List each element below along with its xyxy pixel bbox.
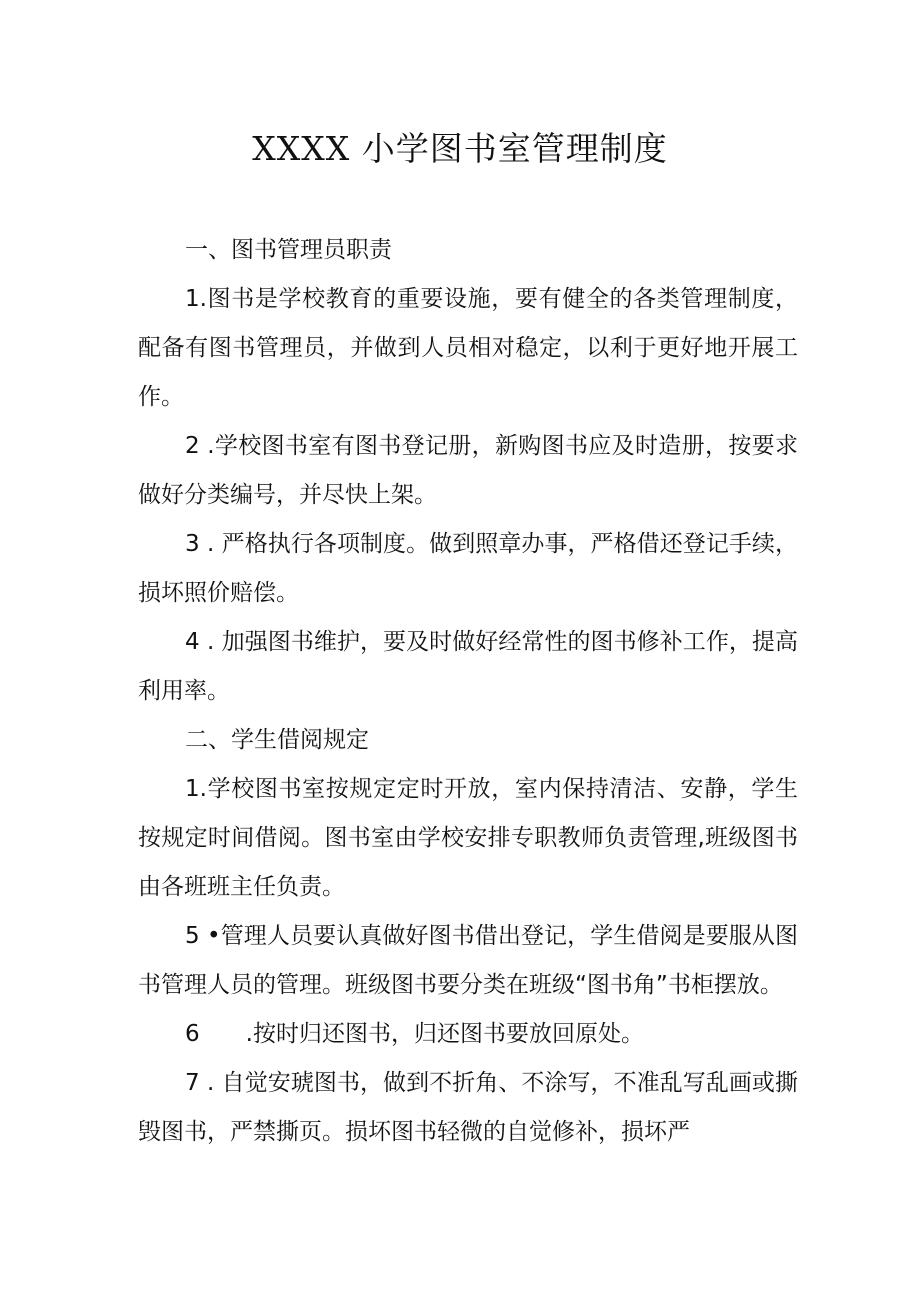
paragraph: 5 •管理人员要认真做好图书借出登记，学生借阅是要服从图书管理人员的管理。班级图书要分类在班级“图书角”书柜摆放。 <box>138 923 798 998</box>
paragraph: 6 .按时归还图书，归还图书要放回原处。 <box>185 1021 644 1047</box>
document-title: XXXX 小学图书室管理制度 <box>252 129 668 168</box>
section-student-borrowing-rules <box>138 716 798 1157</box>
paragraph: 3 . 严格执行各项制度。做到照章办事，严格借还登记手续，损坏照价赔偿。 <box>138 531 798 606</box>
section-heading: 一、图书管理员职责 <box>185 237 392 263</box>
section-librarian-duties <box>138 226 798 716</box>
section-heading: 二、学生借阅规定 <box>185 727 369 753</box>
paragraph: 7 . 自觉安琥图书，做到不折角、不涂写，不准乱写乱画或撕毁图书，严禁撕页。损坏图书轻微的自觉修补，损坏严 <box>138 1070 798 1145</box>
paragraph: 1.学校图书室按规定定时开放，室内保持清洁、安静，学生按规定时间借阅。图书室由学校安排专职教师负责管理,班级图书由各班班主任负责。 <box>138 776 798 900</box>
paragraph: 4 . 加强图书维护，要及时做好经常性的图书修补工作，提高利用率。 <box>138 629 798 704</box>
paragraph: 1.图书是学校教育的重要设施，要有健全的各类管理制度，配备有图书管理员，并做到人员相对稳定，以利于更好地开展工作。 <box>138 286 798 410</box>
paragraph: 2 .学校图书室有图书登记册，新购图书应及时造册，按要求做好分类编号，并尽快上架。 <box>138 433 798 508</box>
document-body <box>138 226 798 1157</box>
